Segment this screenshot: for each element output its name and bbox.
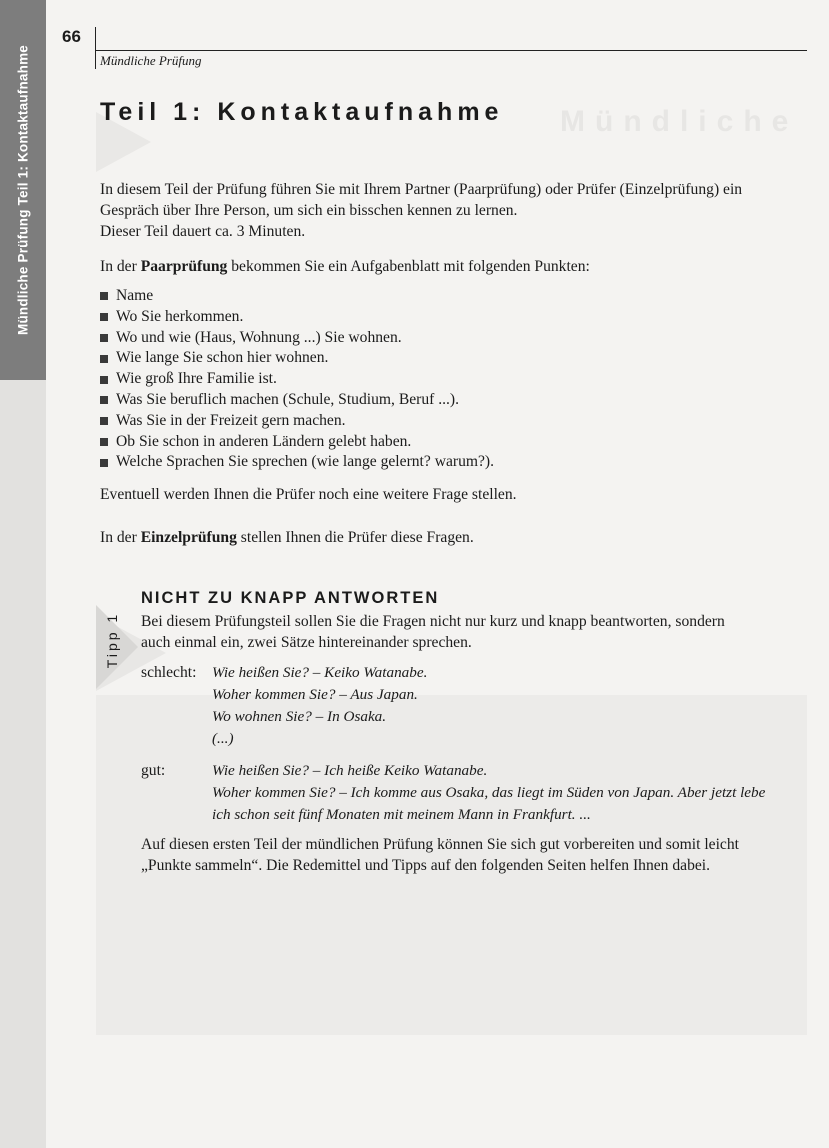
list-item: Ob Sie schon in anderen Ländern gelebt haben.: [100, 432, 494, 453]
einzel-bold: Einzelprüfung: [140, 529, 237, 546]
intro-line: Gespräch über Ihre Person, um sich ein bisschen kennen zu lernen.: [100, 202, 518, 219]
bullet-square-icon: [100, 355, 108, 363]
intro-line: Dieser Teil dauert ca. 3 Minuten.: [100, 223, 306, 240]
section-title: Teil 1: Kontaktaufnahme: [100, 98, 504, 126]
good-example-label: gut:: [141, 762, 166, 779]
bad-example-line: (...): [212, 730, 234, 747]
bad-example-line: Woher kommen Sie? – Aus Japan.: [212, 686, 418, 703]
closing-line: „Punkte sammeln“. Die Redemittel und Tipps auf den folgenden Seiten helfen Ihnen dabei.: [141, 857, 711, 874]
paar-bold: Paarprüfung: [140, 258, 228, 275]
list-item: Welche Sprachen Sie sprechen (wie lange gelernt? warum?).: [100, 452, 494, 473]
list-item: Wie groß Ihre Familie ist.: [100, 369, 494, 390]
bad-example-label: schlecht:: [141, 664, 197, 681]
bullet-square-icon: [100, 334, 108, 342]
bullet-square-icon: [100, 417, 108, 425]
paar-paragraph: In der Paarprüfung bekommen Sie ein Aufgabenblatt mit folgenden Punkten:: [100, 258, 590, 275]
list-item: Name: [100, 286, 494, 307]
bullet-square-icon: [100, 292, 108, 300]
list-item: Was Sie beruflich machen (Schule, Studium, Beruf ...).: [100, 390, 494, 411]
page-number: 66: [62, 27, 81, 46]
side-strip: [0, 380, 46, 1148]
bad-example-line: Wo wohnen Sie? – In Osaka.: [212, 708, 387, 725]
running-head: Mündliche Prüfung: [100, 53, 202, 68]
list-item: Was Sie in der Freizeit gern machen.: [100, 411, 494, 432]
list-item: Wie lange Sie schon hier wohnen.: [100, 348, 494, 369]
header-rule-vertical: [95, 27, 96, 69]
einzel-paragraph: In der Einzelprüfung stellen Ihnen die Prüfer diese Fragen.: [100, 529, 474, 546]
header-rule: [95, 50, 807, 51]
good-example-line: Wie heißen Sie? – Ich heiße Keiko Watanabe.: [212, 762, 488, 779]
bullet-square-icon: [100, 313, 108, 321]
bullet-square-icon: [100, 438, 108, 446]
bullet-square-icon: [100, 396, 108, 404]
tipp-line: Bei diesem Prüfungsteil sollen Sie die Fragen nicht nur kurz und knapp beantworten, sondern: [141, 613, 725, 630]
closing-line: Auf diesen ersten Teil der mündlichen Prüfung können Sie sich gut vorbereiten und somit leicht: [141, 836, 739, 853]
task-list: [100, 286, 494, 473]
list-item: Wo Sie herkommen.: [100, 307, 494, 328]
good-example-line: ich schon seit fünf Monaten mit meinem Mann in Frankfurt. ...: [212, 806, 591, 823]
bullet-square-icon: [100, 459, 108, 467]
side-tab: [0, 0, 46, 380]
tipp-title: NICHT ZU KNAPP ANTWORTEN: [141, 589, 440, 607]
good-example-line: Woher kommen Sie? – Ich komme aus Osaka, das liegt im Süden von Japan. Aber jetzt lebe: [212, 784, 766, 801]
bullet-square-icon: [100, 376, 108, 384]
bad-example-line: Wie heißen Sie? – Keiko Watanabe.: [212, 664, 428, 681]
list-item: Wo und wie (Haus, Wohnung ...) Sie wohnen.: [100, 328, 494, 349]
side-tab-label: Mündliche Prüfung Teil 1: Kontaktaufnahme: [15, 45, 31, 335]
eventuell-line: Eventuell werden Ihnen die Prüfer noch eine weitere Frage stellen.: [100, 486, 517, 503]
intro-line: In diesem Teil der Prüfung führen Sie mit Ihrem Partner (Paarprüfung) oder Prüfer (Einzelprüfung) ein: [100, 181, 743, 198]
tipp-label: Tipp 1: [104, 611, 120, 669]
tipp-line: auch einmal ein, zwei Sätze hintereinander sprechen.: [141, 634, 472, 651]
ghost-title: Mündliche: [560, 105, 799, 138]
